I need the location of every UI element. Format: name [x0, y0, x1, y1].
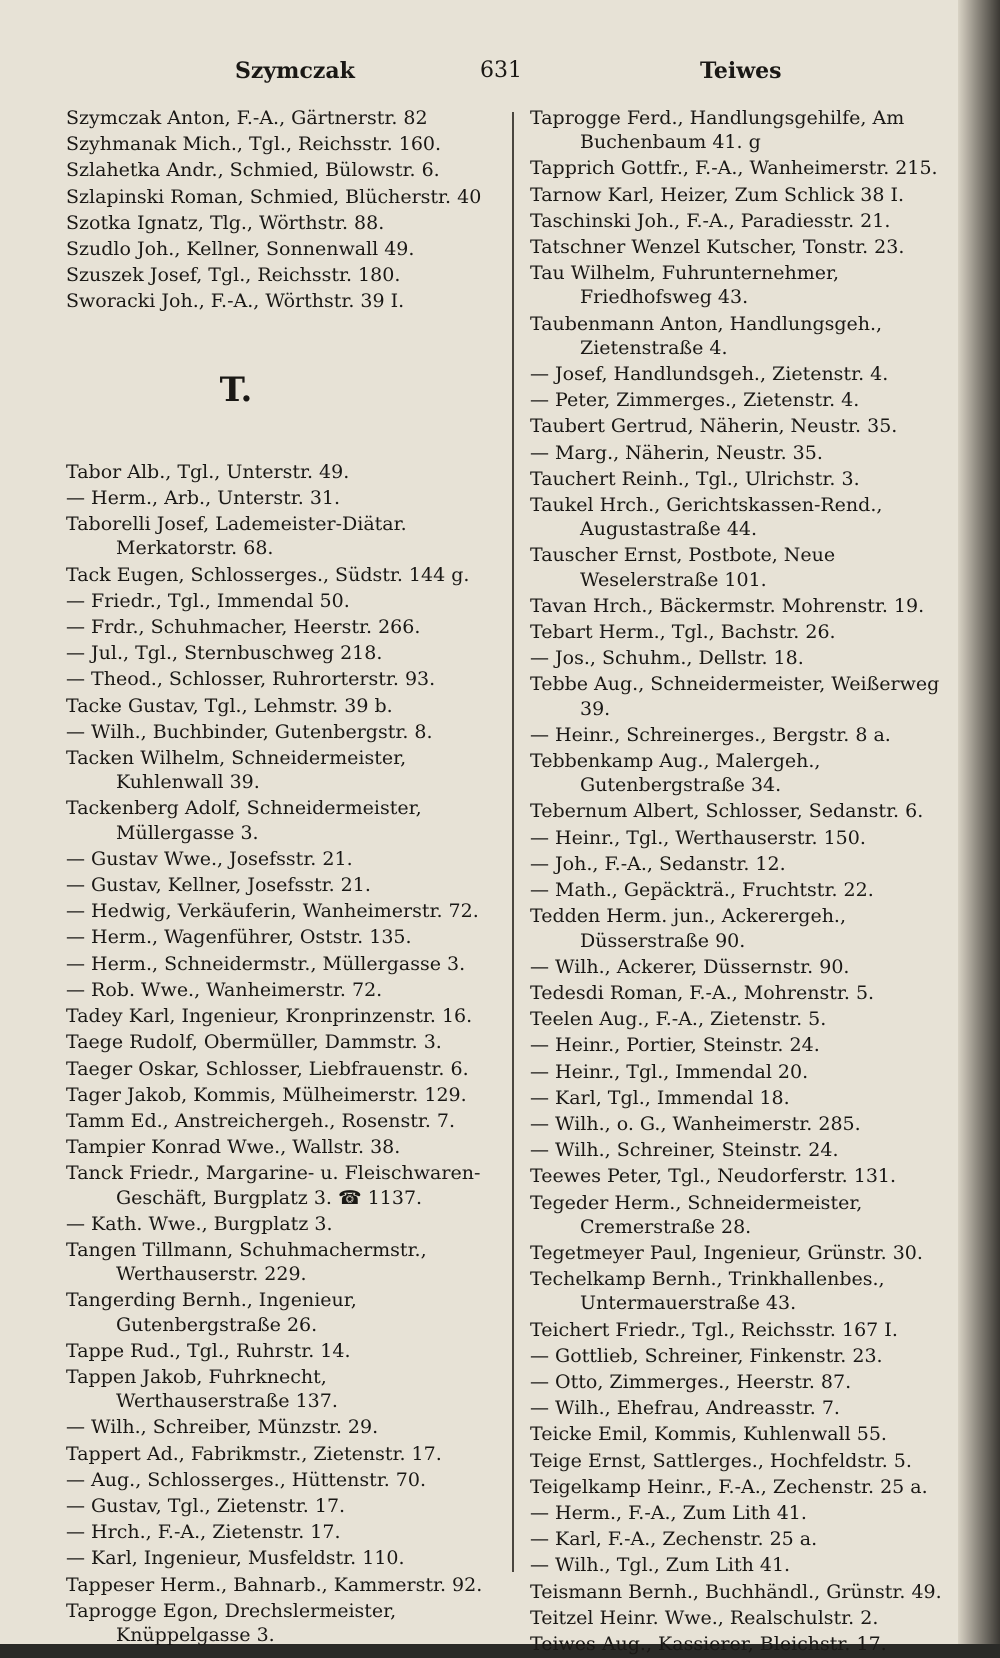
entry: — Frdr., Schuhmacher, Heerstr. 266.: [66, 616, 421, 639]
header-right-keyword: Teiwes: [700, 58, 782, 84]
entry: — Theod., Schlosser, Ruhrorterstr. 93.: [66, 668, 436, 691]
right-column: [530, 106, 956, 1658]
entry: — Karl, F.-A., Zechenstr. 25 a.: [530, 1528, 818, 1551]
entry: Tauchert Reinh., Tgl., Ulrichstr. 3.: [530, 467, 860, 490]
entry: Tangerding Bernh., Ingenieur, Gutenbergstraße 26.: [66, 1289, 357, 1336]
header-left-keyword: Szymczak: [235, 58, 355, 84]
entry: — Wilh., o. G., Wanheimerstr. 285.: [530, 1112, 861, 1135]
entry: Taeger Oskar, Schlosser, Liebfrauenstr. 6.: [66, 1057, 469, 1080]
section-letter: T.: [219, 369, 253, 410]
entry: Taschinski Joh., F.-A., Paradiesstr. 21.: [530, 209, 891, 232]
left-column: [66, 106, 496, 1649]
entry: — Wilh., Ehefrau, Andreasstr. 7.: [530, 1397, 840, 1420]
entry: — Wilh., Schreiber, Münzstr. 29.: [66, 1416, 379, 1439]
entry: Szyhmanak Mich., Tgl., Reichsstr. 160.: [66, 133, 442, 156]
entry: Teige Ernst, Sattlerges., Hochfeldstr. 5.: [530, 1449, 912, 1472]
entry: Tappert Ad., Fabrikmstr., Zietenstr. 17.: [66, 1442, 442, 1465]
entry: — Wilh., Ackerer, Düssernstr. 90.: [530, 955, 850, 978]
entry: — Herm., Wagenführer, Oststr. 135.: [66, 926, 412, 949]
entry: Tager Jakob, Kommis, Mülheimerstr. 129.: [66, 1083, 467, 1106]
entry: Taukel Hrch., Gerichtskassen-Rend., Augustastraße 44.: [530, 494, 883, 541]
entry: Taubenmann Anton, Handlungsgeh., Zietenstraße 4.: [530, 312, 883, 359]
entry: Tegetmeyer Paul, Ingenieur, Grünstr. 30.: [530, 1241, 923, 1264]
entry: Tangen Tillmann, Schuhmachermstr., Werthauserstr. 229.: [66, 1238, 427, 1286]
entry: Tanck Friedr., Margarine- u. Fleischwaren-Geschäft, Burgplatz 3. ☎ 1137.: [66, 1162, 481, 1209]
page-number: 631: [480, 58, 522, 83]
entry: Tebart Herm., Tgl., Bachstr. 26.: [530, 621, 836, 644]
entry: Szuszek Josef, Tgl., Reichsstr. 180.: [66, 264, 401, 287]
entry: — Karl, Ingenieur, Musfeldstr. 110.: [66, 1547, 405, 1570]
entry: Teewes Peter, Tgl., Neudorferstr. 131.: [530, 1165, 897, 1188]
entry: — Rob. Wwe., Wanheimerstr. 72.: [66, 978, 383, 1001]
entry: Tarnow Karl, Heizer, Zum Schlick 38 I.: [530, 183, 905, 206]
entry: Tebernum Albert, Schlosser, Sedanstr. 6.: [530, 800, 924, 823]
entry: — Herm., F.-A., Zum Lith 41.: [530, 1501, 807, 1524]
entry: Tampier Konrad Wwe., Wallstr. 38.: [66, 1136, 401, 1159]
entry: Teigelkamp Heinr., F.-A., Zechenstr. 25 a.: [530, 1475, 928, 1498]
entry: — Peter, Zimmerges., Zietenstr. 4.: [530, 389, 860, 412]
entry: Szudlo Joh., Kellner, Sonnenwall 49.: [66, 238, 415, 261]
entry: — Gustav, Kellner, Josefsstr. 21.: [66, 874, 371, 897]
entry: — Gustav Wwe., Josefsstr. 21.: [66, 847, 353, 870]
entry: Tegeder Herm., Schneidermeister, Cremerstraße 28.: [530, 1191, 863, 1238]
entry: Szymczak Anton, F.-A., Gärtnerstr. 82: [66, 107, 428, 129]
entry: Tauscher Ernst, Postbote, Neue Weselerstraße 101.: [530, 544, 836, 591]
column-divider: [512, 112, 514, 1572]
entry: — Heinr., Tgl., Werthauserstr. 150.: [530, 826, 866, 849]
book-binding-edge: [958, 0, 1000, 1644]
entry: Tappe Rud., Tgl., Ruhrstr. 14.: [66, 1339, 351, 1362]
entry: — Karl, Tgl., Immendal 18.: [530, 1086, 790, 1109]
entry: — Heinr., Tgl., Immendal 20.: [530, 1060, 809, 1083]
entry: Tapprich Gottfr., F.-A., Wanheimerstr. 215.: [530, 157, 938, 180]
entry: — Wilh., Buchbinder, Gutenbergstr. 8.: [66, 720, 433, 743]
entry: Tappen Jakob, Fuhrknecht, Werthauserstraße 137.: [66, 1365, 338, 1413]
entry: — Kath. Wwe., Burgplatz 3.: [66, 1212, 333, 1235]
entry: Tacke Gustav, Tgl., Lehmstr. 39 b.: [66, 694, 393, 717]
entry: Teitzel Heinr. Wwe., Realschulstr. 2.: [530, 1606, 879, 1629]
entry: — Math., Gepäckträ., Fruchtstr. 22.: [530, 879, 874, 902]
entry: — Hedwig, Verkäuferin, Wanheimerstr. 72.: [66, 900, 479, 923]
entry: — Heinr., Portier, Steinstr. 24.: [530, 1034, 820, 1057]
entry: Tackenberg Adolf, Schneidermeister, Müllergasse 3.: [66, 797, 422, 844]
entry: — Gustav, Tgl., Zietenstr. 17.: [66, 1494, 346, 1517]
entry: Tau Wilhelm, Fuhrunternehmer, Friedhofsweg 43.: [530, 262, 839, 309]
entry: — Wilh., Tgl., Zum Lith 41.: [530, 1554, 791, 1577]
entry: — Herm., Schneidermstr., Müllergasse 3.: [66, 952, 466, 975]
entry: — Josef, Handlundsgeh., Zietenstr. 4.: [530, 363, 889, 386]
entry: — Wilh., Schreiner, Steinstr. 24.: [530, 1139, 839, 1162]
entry: Tappeser Herm., Bahnarb., Kammerstr. 92.: [66, 1573, 483, 1596]
entry: Teismann Bernh., Buchhändl., Grünstr. 49.: [530, 1580, 942, 1603]
entry: — Gottlieb, Schreiner, Finkenstr. 23.: [530, 1344, 883, 1367]
entry: Teelen Aug., F.-A., Zietenstr. 5.: [530, 1008, 827, 1031]
entry: Teicke Emil, Kommis, Kuhlenwall 55.: [530, 1423, 887, 1446]
entry: — Herm., Arb., Unterstr. 31.: [66, 487, 341, 510]
entry: Tedesdi Roman, F.-A., Mohrenstr. 5.: [530, 981, 875, 1004]
entry: Sworacki Joh., F.-A., Wörthstr. 39 I.: [66, 290, 405, 313]
entry: Taborelli Josef, Lademeister-Diätar. Merkatorstr. 68.: [66, 513, 407, 560]
entry: — Heinr., Schreinerges., Bergstr. 8 a.: [530, 723, 891, 746]
entry: Tebbe Aug., Schneidermeister, Weißerweg 39.: [530, 673, 940, 720]
entry: Taubert Gertrud, Näherin, Neustr. 35.: [530, 415, 898, 438]
entry: Taege Rudolf, Obermüller, Dammstr. 3.: [66, 1031, 442, 1054]
entry: — Jul., Tgl., Sternbuschweg 218.: [66, 642, 383, 665]
entry: Tabor Alb., Tgl., Unterstr. 49.: [66, 460, 350, 483]
entry: Teiwes Aug., Kassierer, Bleichstr. 17.: [530, 1632, 887, 1655]
entry: Tamm Ed., Anstreichergeh., Rosenstr. 7.: [66, 1109, 456, 1132]
entry: Szlapinski Roman, Schmied, Blücherstr. 40: [66, 185, 482, 208]
entry: Tedden Herm. jun., Ackerergeh., Düsserstraße 90.: [530, 905, 847, 952]
entry: Szlahetka Andr., Schmied, Bülowstr. 6.: [66, 159, 440, 182]
entry: Taprogge Ferd., Handlungsgehilfe, Am Buchenbaum 41. g: [530, 107, 905, 154]
entry: — Aug., Schlosserges., Hüttenstr. 70.: [66, 1468, 427, 1491]
entry: — Jos., Schuhm., Dellstr. 18.: [530, 647, 804, 670]
entry: — Friedr., Tgl., Immendal 50.: [66, 589, 350, 612]
page-header: [60, 58, 960, 98]
entry: Tack Eugen, Schlosserges., Südstr. 144 g.: [66, 563, 470, 586]
entry: — Marg., Näherin, Neustr. 35.: [530, 441, 823, 464]
entry: Tacken Wilhelm, Schneidermeister, Kuhlenwall 39.: [66, 747, 407, 794]
entry: Tebbenkamp Aug., Malergeh., Gutenbergstraße 34.: [530, 750, 821, 797]
entry: — Otto, Zimmerges., Heerstr. 87.: [530, 1370, 852, 1393]
entry: Techelkamp Bernh., Trinkhallenbes., Untermauerstraße 43.: [530, 1268, 885, 1315]
entry: Taprogge Egon, Drechslermeister, Knüppelgasse 3.: [66, 1599, 397, 1646]
entry: Szotka Ignatz, Tlg., Wörthstr. 88.: [66, 211, 385, 234]
entry: Teichert Friedr., Tgl., Reichsstr. 167 I.: [530, 1318, 898, 1341]
entry: — Joh., F.-A., Sedanstr. 12.: [530, 852, 786, 875]
entry: Tatschner Wenzel Kutscher, Tonstr. 23.: [530, 236, 905, 259]
entry: Tadey Karl, Ingenieur, Kronprinzenstr. 16.: [66, 1005, 473, 1028]
entry: Tavan Hrch., Bäckermstr. Mohrenstr. 19.: [530, 594, 925, 617]
entry: — Hrch., F.-A., Zietenstr. 17.: [66, 1521, 341, 1544]
